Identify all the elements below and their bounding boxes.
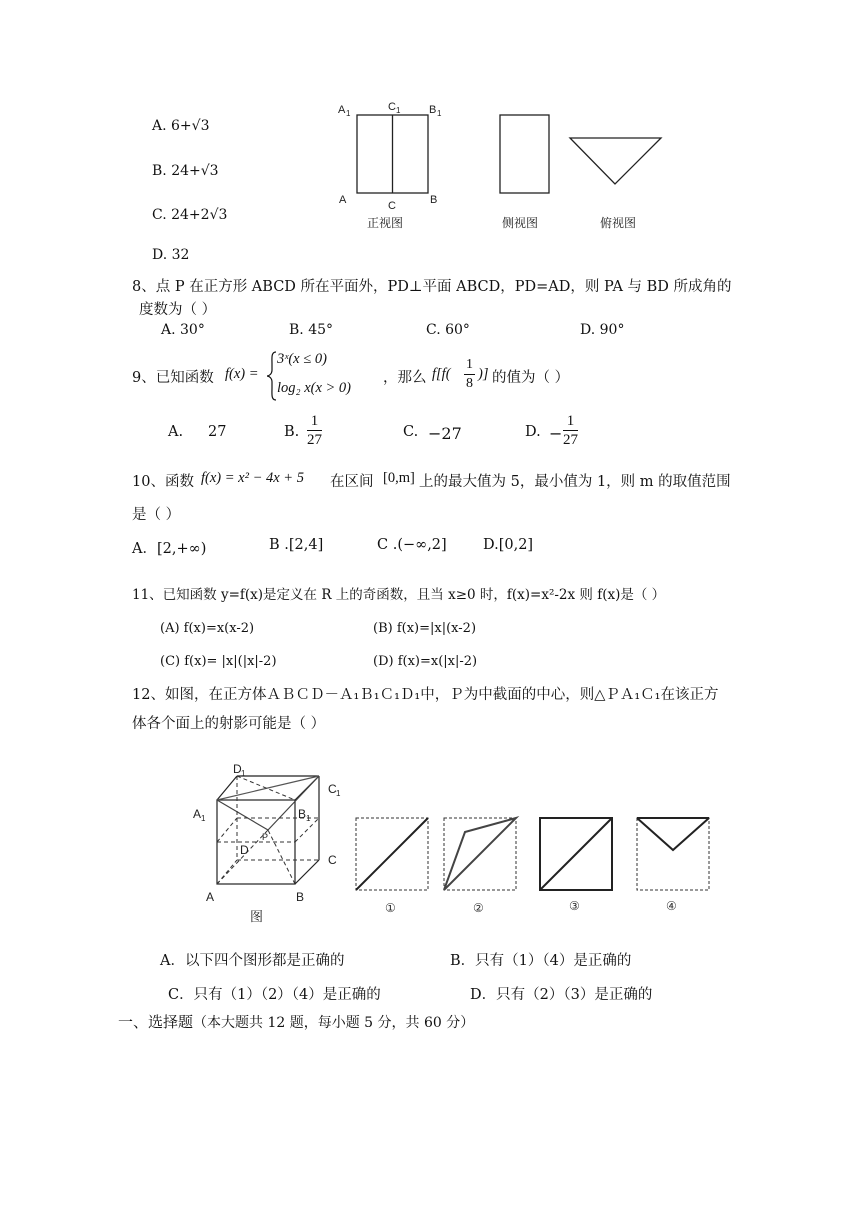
q10-option-a: A．[2,+∞) xyxy=(132,541,207,557)
cube-label-d1-sub: 1 xyxy=(241,769,246,778)
q7-option-a: A. 6+√3 xyxy=(152,118,210,134)
segment-a1c1 xyxy=(217,776,319,800)
label-b1: B xyxy=(429,104,437,116)
q8-option-d: D. 90° xyxy=(580,322,625,338)
q7-option-c: C. 24+2√3 xyxy=(152,207,228,223)
q9-expr-num: 1 xyxy=(464,356,475,375)
side-view-rect xyxy=(500,115,549,193)
label-a: A xyxy=(339,194,347,206)
projection-1-caption: ① xyxy=(385,901,396,915)
cube-hidden-ad xyxy=(217,860,237,884)
label-a1-sub: 1 xyxy=(346,109,351,118)
q10-option-c: C .(−∞,2] xyxy=(377,537,447,553)
q9-option-a-label: A. xyxy=(168,424,184,440)
q10-line2: 是（ ） xyxy=(132,507,181,523)
q10-suffix: 上的最大值为 5，最小值为 1，则 m 的取值范围 xyxy=(419,474,731,490)
q7-option-d: D. 32 xyxy=(152,247,190,263)
q9-option-b-den: 27 xyxy=(307,432,322,448)
label-c: C xyxy=(388,200,396,212)
cube-label-a1-sub: 1 xyxy=(201,814,206,823)
cube-caption: 图 xyxy=(250,909,264,924)
q8-option-b: B. 45° xyxy=(289,322,334,338)
q8-option-c: C. 60° xyxy=(426,322,470,338)
cube-label-b: B xyxy=(296,890,305,904)
q10-interval: [0,m] xyxy=(383,470,415,486)
label-c1-sub: 1 xyxy=(396,106,401,115)
side-view-caption: 侧视图 xyxy=(502,216,539,230)
section-heading xyxy=(118,1011,474,1032)
top-view-caption: 俯视图 xyxy=(600,216,637,230)
segment-a1p xyxy=(217,800,268,830)
q8-stem-line1: 8、点 P 在正方形 ABCD 所在平面外，PD⊥平面 ABCD，PD=AD，则 PA 与 BD 所成角的 xyxy=(132,279,732,295)
label-c1: C xyxy=(388,101,396,113)
label-a1: A xyxy=(338,104,346,116)
q10-function: f(x) = x² − 4x + 5 xyxy=(201,470,304,486)
q12-option-b: B．只有（1）（4）是正确的 xyxy=(450,953,632,969)
q9-expr-pre: f[f( xyxy=(432,366,451,382)
cube-label-a: A xyxy=(206,890,215,904)
cube-label-c1-sub: 1 xyxy=(336,789,341,798)
q9-expr-den: 8 xyxy=(466,376,473,391)
cube-edge-bc xyxy=(295,860,319,884)
projection-2-triangle xyxy=(444,818,516,890)
q12-stem-line2: 体各个面上的射影可能是（ ） xyxy=(132,716,326,732)
q9-option-c-value: −27 xyxy=(428,424,462,443)
cube-label-d1: D xyxy=(233,762,242,776)
q9-option-b-label: B. xyxy=(284,424,300,440)
q11-option-a: (A) f(x)=x(x-2) xyxy=(160,621,255,636)
q11-stem: 11、已知函数 y=f(x)是定义在 R 上的奇函数，且当 x≥0 时，f(x)=x²-2x 则 f(x)是（ ） xyxy=(132,587,666,603)
q9-option-b-num: 1 xyxy=(307,412,322,431)
q7-option-b: B. 24+√3 xyxy=(152,163,219,179)
cube-label-c1: C xyxy=(328,782,337,796)
q8-stem-line2: 度数为（ ） xyxy=(139,302,217,318)
q9-suffix: 的值为（ ） xyxy=(492,370,570,386)
projection-2-caption: ② xyxy=(473,901,484,915)
q9-option-c-label: C. xyxy=(403,424,419,440)
projection-4-v xyxy=(637,818,709,850)
q9-option-d-fraction xyxy=(563,412,578,449)
q12-option-d: D．只有（2）（3）是正确的 xyxy=(470,987,653,1003)
projection-3-line xyxy=(540,818,612,890)
q12-option-a: A．以下四个图形都是正确的 xyxy=(160,953,345,969)
q7-three-view-figure xyxy=(330,95,670,235)
projection-1-line xyxy=(356,818,428,890)
q9-option-d-sign: − xyxy=(549,424,563,443)
q11-option-b: (B) f(x)=|x|(x-2) xyxy=(373,621,477,636)
q11-option-d: (D) f(x)=x(|x|-2) xyxy=(373,654,478,669)
q9-option-d-num: 1 xyxy=(563,412,578,431)
projection-3-caption: ③ xyxy=(569,899,580,913)
q9-case-2: log₂ x(x > 0) xyxy=(277,380,352,396)
q9-fx: f(x) = xyxy=(225,366,259,382)
front-view-caption: 正视图 xyxy=(367,216,404,230)
segment-c1p xyxy=(268,776,319,830)
q9-option-a-value: 27 xyxy=(208,424,227,440)
q9-option-d-den: 27 xyxy=(563,432,578,448)
section-title: 一、选择题 xyxy=(118,1013,194,1031)
q9-expr-fraction xyxy=(464,356,475,393)
cube-label-a1: A xyxy=(193,807,202,821)
cube-hidden-d1b1 xyxy=(237,776,295,800)
projection-4-caption: ④ xyxy=(666,899,677,913)
q10-option-b: B .[2,4] xyxy=(269,537,324,553)
q8-option-a: A. 30° xyxy=(161,322,205,338)
q9-case-1: 3ˣ(x ≤ 0) xyxy=(277,351,327,367)
cube-label-b1: B xyxy=(298,807,307,821)
q9-option-b-fraction xyxy=(307,412,322,449)
cube-label-b1-sub: 1 xyxy=(306,814,311,823)
hidden-bp xyxy=(268,830,295,884)
q12-option-c: C．只有（1）（2）（4）是正确的 xyxy=(168,987,381,1003)
q12-stem-line1: 12、如图，在正方体ＡＢＣＤ－Ａ₁Ｂ₁Ｃ₁Ｄ₁中，Ｐ为中截面的中心，则△ＰＡ₁Ｃ₁在该正方 xyxy=(132,687,719,703)
q9-expr-post: )] xyxy=(478,366,489,382)
q10-mid: 在区间 xyxy=(330,474,374,490)
q9-option-d-label: D. xyxy=(525,424,541,440)
q11-option-c: (C) f(x)= |x|(|x|-2) xyxy=(160,654,277,669)
q9-prefix: 9、已知函数 xyxy=(132,370,214,386)
q12-cube-figure xyxy=(185,760,725,925)
top-view-triangle xyxy=(570,138,661,184)
cube-label-c: C xyxy=(328,853,337,867)
q10-prefix: 10、函数 xyxy=(132,474,194,490)
hidden-ap xyxy=(217,830,268,884)
q10-option-d: D.[0,2] xyxy=(483,537,534,553)
cube-label-p: P xyxy=(262,832,269,842)
section-note: （本大题共 12 题，每小题 5 分，共 60 分） xyxy=(193,1015,475,1031)
label-b: B xyxy=(430,194,438,206)
cube-label-d: D xyxy=(240,843,249,857)
midsection-left xyxy=(217,818,237,842)
label-b1-sub: 1 xyxy=(437,109,442,118)
q9-mid: ，那么 xyxy=(383,370,427,386)
